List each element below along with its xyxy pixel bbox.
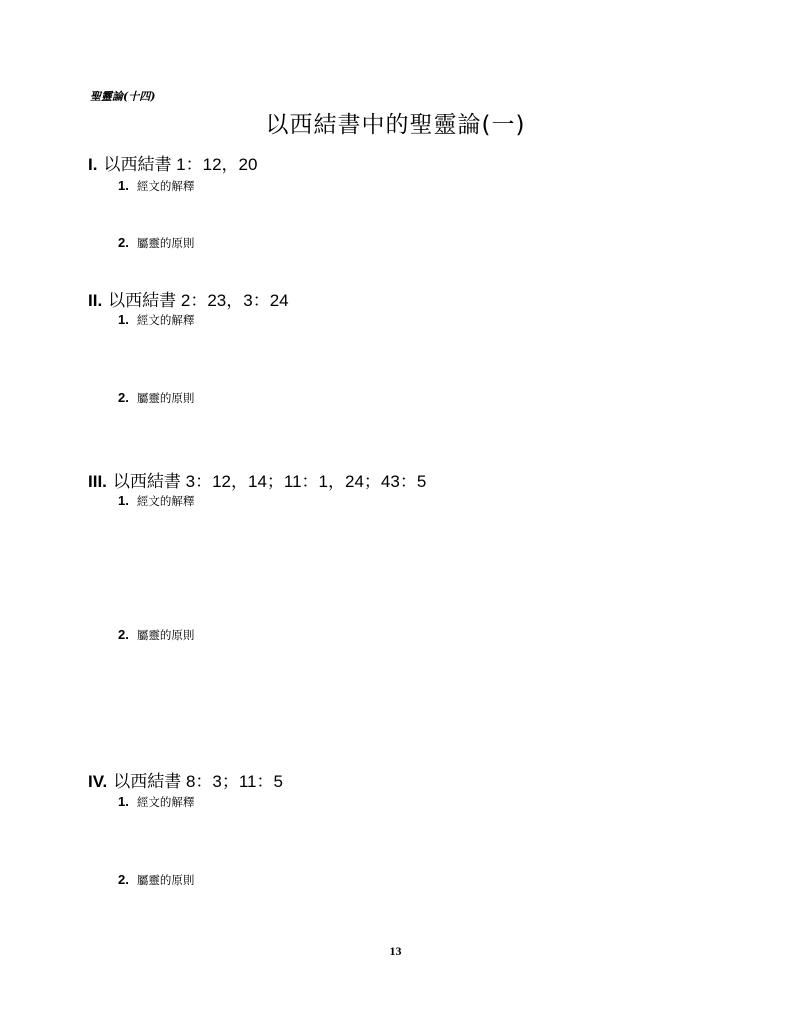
item-text: 屬靈的原則 <box>136 391 195 405</box>
section-heading-3 <box>88 467 426 492</box>
item-number: 2. <box>118 627 129 642</box>
section-3-item-2 <box>118 627 194 643</box>
section-number: II. <box>88 291 103 310</box>
section-4-item-1 <box>118 794 194 810</box>
page-title: 以西結書中的聖靈論(一) <box>265 112 526 138</box>
item-text: 屬靈的原則 <box>136 628 195 642</box>
item-text: 屬靈的原則 <box>136 236 195 250</box>
section-heading-4 <box>88 767 283 792</box>
section-heading-1 <box>88 150 257 175</box>
item-number: 2. <box>118 872 129 887</box>
page-number: 13 <box>389 944 402 958</box>
section-number: IV. <box>88 772 108 791</box>
section-heading-text: 以西結書 3：12，14；11：1，24；43：5 <box>112 472 427 491</box>
section-heading-text: 以西結書 8：3；11：5 <box>113 772 283 791</box>
section-number: I. <box>88 155 98 174</box>
item-text: 經文的解釋 <box>136 313 195 327</box>
item-text: 經文的解釋 <box>136 795 195 809</box>
section-2-item-1 <box>118 312 194 328</box>
section-number: III. <box>88 472 107 491</box>
section-3-item-1 <box>118 493 194 509</box>
section-heading-text: 以西結書 1：12，20 <box>103 155 258 174</box>
item-text: 經文的解釋 <box>136 494 195 508</box>
section-2-item-2 <box>118 390 194 406</box>
section-1-item-1 <box>118 178 194 194</box>
section-1-item-2 <box>118 235 194 251</box>
item-number: 1. <box>118 493 129 508</box>
item-text: 經文的解釋 <box>136 179 195 193</box>
item-text: 屬靈的原則 <box>136 873 195 887</box>
section-4-item-2 <box>118 872 194 888</box>
item-number: 2. <box>118 235 129 250</box>
item-number: 2. <box>118 390 129 405</box>
item-number: 1. <box>118 178 129 193</box>
item-number: 1. <box>118 794 129 809</box>
series-header: 聖靈論(十四) <box>90 90 156 103</box>
section-heading-2 <box>88 286 289 311</box>
item-number: 1. <box>118 312 129 327</box>
section-heading-text: 以西結書 2：23，3：24 <box>108 291 289 310</box>
